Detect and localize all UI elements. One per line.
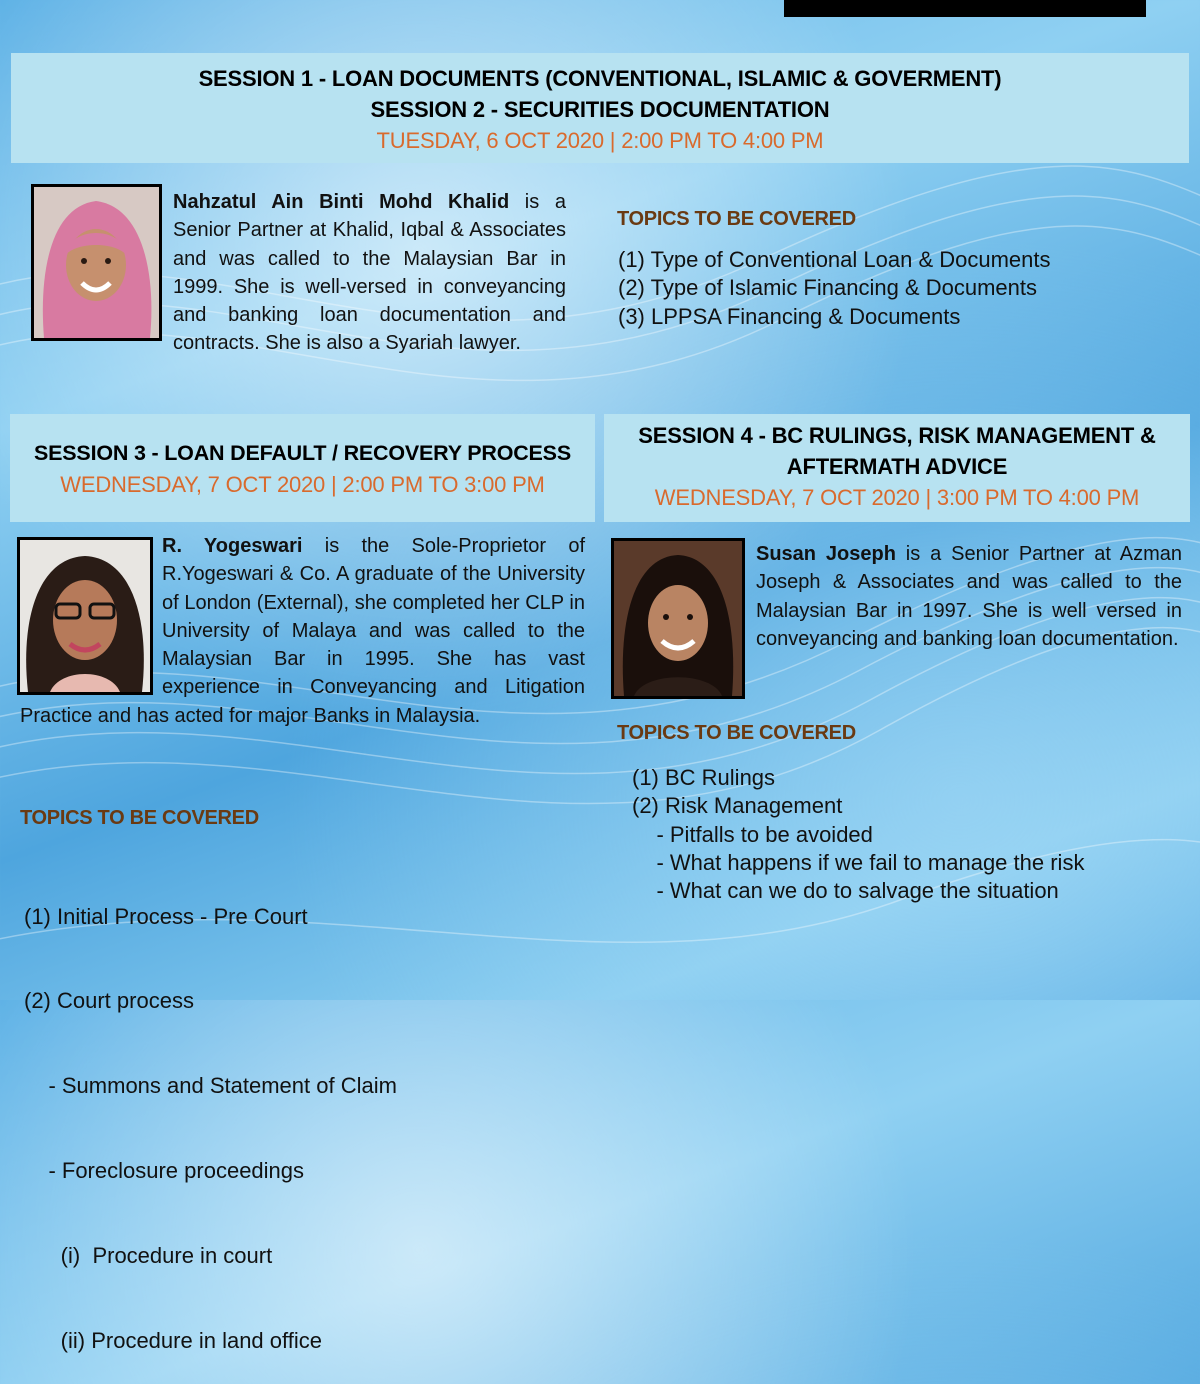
bio-text-susan: is a Senior Partner at Azman Joseph & Associates and was called to the Malaysian Bar in 1997. She is well versed in conveyancing and banking loan documentation.	[756, 543, 1182, 650]
session-4-title-line2: AFTERMATH ADVICE	[786, 454, 1008, 479]
topics-list-session-1-2	[618, 246, 1051, 331]
topic-item: - What can we do to salvage the situation	[632, 878, 1059, 904]
session-4-title-line1: SESSION 4 - BC RULINGS, RISK MANAGEMENT &	[638, 423, 1156, 448]
topic-item: (1) BC Rulings	[632, 765, 776, 790]
session-1-2-banner	[11, 53, 1189, 163]
topics-heading-session-3: TOPICS TO BE COVERED	[20, 807, 259, 829]
topic-item: (3) LPPSA Financing & Documents	[618, 303, 961, 329]
speaker-bio-yogeswari	[20, 532, 585, 730]
topics-list-session-4	[632, 764, 1084, 905]
bio-text-nahzatul: is a Senior Partner at Khalid, Iqbal & Associates and was called to the Malaysian Bar in 1999. She is well-versed in conveyancing and banking loan documentation and contracts. She is also a Syariah lawyer.	[173, 191, 566, 355]
bio-text-yogeswari: is the Sole-Proprietor of R.Yogeswari & Co. A graduate of the University of London (External), she completed her CLP in University of Malaya and was called to the Malaysian Bar in 1995. She has vast experience in Conveyancing and Litigation Practice and has acted for major Banks in Malaysia.	[20, 535, 585, 727]
speaker-bio-susan	[756, 540, 1182, 653]
session-3-title: SESSION 3 - LOAN DEFAULT / RECOVERY PROCESS	[34, 441, 571, 465]
topic-item: (2) Court process	[24, 988, 194, 1014]
session-4-datetime: WEDNESDAY, 7 OCT 2020 | 3:00 PM TO 4:00 PM	[654, 485, 1140, 510]
session-2-title: SESSION 2 - SECURITIES DOCUMENTATION	[370, 97, 830, 122]
topics-heading-session-1-2: TOPICS TO BE COVERED	[617, 208, 856, 230]
session-3-banner	[10, 414, 595, 522]
topics-heading-session-4: TOPICS TO BE COVERED	[617, 722, 856, 744]
topic-item: (2) Risk Management	[632, 793, 843, 819]
topic-item: - What happens if we fail to manage the risk	[632, 849, 1085, 875]
speaker-name-nahzatul: Nahzatul Ain Binti Mohd Khalid	[173, 191, 510, 213]
session-1-title: SESSION 1 - LOAN DOCUMENTS (CONVENTIONAL, ISLAMIC & GOVERMENT)	[198, 66, 1002, 91]
topic-item: - Summons and Statement of Claim	[24, 1073, 397, 1099]
session-3-datetime: WEDNESDAY, 7 OCT 2020 | 2:00 PM TO 3:00 PM	[60, 472, 545, 497]
topic-item: - Foreclosure proceedings	[24, 1158, 305, 1184]
topic-item: - Pitfalls to be avoided	[632, 821, 873, 847]
topics-list-session-3	[24, 846, 397, 1384]
topic-item: (1) Initial Process - Pre Court	[24, 903, 308, 929]
session-4-banner	[604, 414, 1190, 522]
topic-item: (i) Procedure in court	[24, 1243, 273, 1269]
speaker-photo-susan	[611, 538, 745, 699]
photo-float-spacer	[20, 532, 162, 697]
topic-item: (ii) Procedure in land office	[24, 1328, 322, 1354]
photo-float-spacer	[33, 188, 173, 338]
topic-item: (1) Type of Conventional Loan & Documents	[618, 247, 1051, 272]
topic-item: (2) Type of Islamic Financing & Documents	[618, 275, 1037, 301]
session-1-2-datetime: TUESDAY, 6 OCT 2020 | 2:00 PM TO 4:00 PM	[376, 128, 824, 153]
top-black-bar	[784, 0, 1146, 17]
speaker-name-yogeswari: R. Yogeswari	[162, 535, 303, 557]
speaker-name-susan: Susan Joseph	[756, 543, 896, 565]
speaker-bio-nahzatul	[33, 188, 566, 358]
